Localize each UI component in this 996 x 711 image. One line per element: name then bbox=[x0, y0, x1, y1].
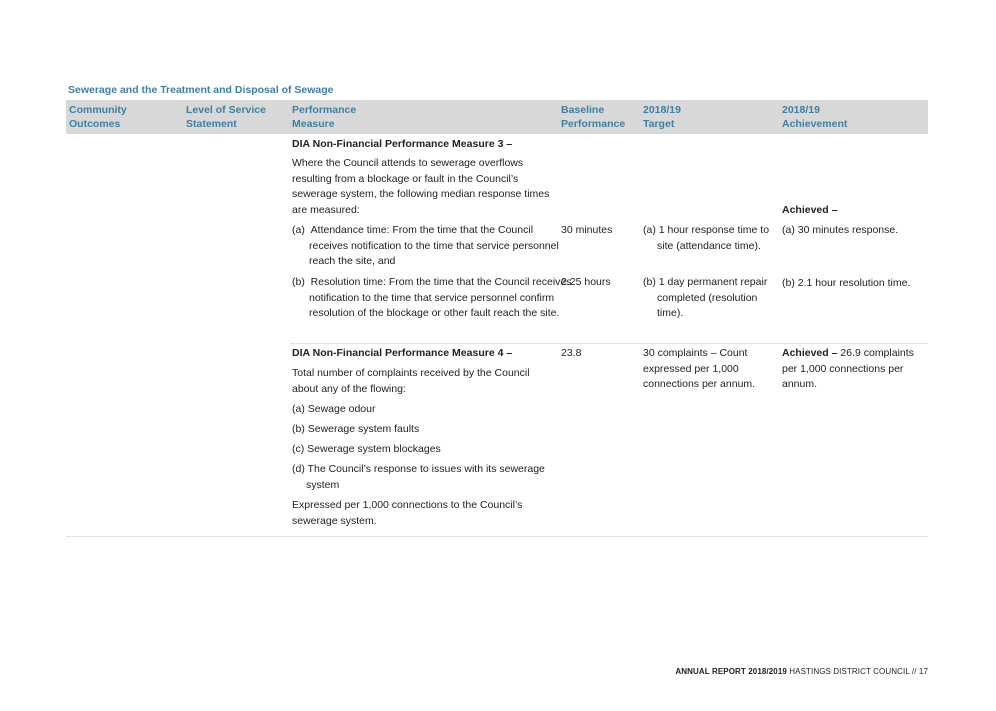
measure4-title: DIA Non-Financial Performance Measure 4 – bbox=[292, 347, 513, 359]
measure4-target: 30 complaints – Count expressed per 1,000 connections per annum. bbox=[643, 347, 756, 390]
header-line: 2018/19 bbox=[643, 104, 681, 116]
footer-separator: // bbox=[911, 667, 917, 676]
page-number: 17 bbox=[918, 667, 928, 676]
measure3-target-a: (a) 1 hour response time to site (attendance time). bbox=[643, 224, 770, 252]
measure4-achievement bbox=[782, 346, 918, 393]
measure3-title: DIA Non-Financial Performance Measure 3 – bbox=[292, 138, 513, 150]
measure3-target-b: (b) 1 day permanent repair completed (resolution time). bbox=[643, 276, 768, 319]
header-line: Level of Service bbox=[186, 104, 266, 116]
measure4-outro: Expressed per 1,000 connections to the Council’s sewerage system. bbox=[292, 499, 523, 527]
measure3-intro: Where the Council attends to sewerage overflows resulting from a blockage or fault in the Council’s sewerage system, the following median response times are measured: bbox=[292, 157, 550, 216]
footer-report: ANNUAL REPORT 2018/2019 bbox=[675, 667, 787, 676]
measure4-item-b: (b) Sewerage system faults bbox=[292, 423, 420, 435]
measure4-item-c: (c) Sewerage system blockages bbox=[292, 443, 441, 455]
header-level-of-service bbox=[186, 103, 266, 131]
header-line: Outcomes bbox=[69, 118, 121, 130]
measure4-baseline: 23.8 bbox=[561, 347, 582, 359]
header-line: Measure bbox=[292, 118, 335, 130]
measure4-item-d: (d) The Council’s response to issues with its sewerage system bbox=[292, 463, 545, 491]
header-target bbox=[643, 103, 681, 131]
header-performance-measure bbox=[292, 103, 356, 131]
achievement-label: Achieved – bbox=[782, 347, 838, 359]
header-line: 2018/19 bbox=[782, 104, 820, 116]
header-line: Performance bbox=[561, 118, 626, 130]
header-line: Baseline bbox=[561, 104, 605, 116]
header-line: Statement bbox=[186, 118, 237, 130]
table-bottom-rule bbox=[66, 536, 928, 537]
measure4-intro: Total number of complaints received by the Council about any of the flowing: bbox=[292, 367, 530, 395]
measure3-baseline-b: 2.25 hours bbox=[561, 276, 611, 288]
header-community-outcomes bbox=[69, 103, 127, 131]
table-header bbox=[66, 100, 928, 134]
measure3-baseline-a: 30 minutes bbox=[561, 224, 613, 236]
header-achievement bbox=[782, 103, 847, 131]
footer-council: HASTINGS DISTRICT COUNCIL bbox=[789, 667, 910, 676]
section-title: Sewerage and the Treatment and Disposal of Sewage bbox=[68, 84, 334, 96]
measure3-achievement-heading: Achieved – bbox=[782, 204, 838, 216]
page-footer bbox=[675, 667, 928, 676]
row-divider bbox=[290, 343, 928, 344]
measure3-item-a: (a) Attendance time: From the time that the Council receives notification to the time that service personnel reach the site, and bbox=[292, 224, 559, 267]
header-line: Performance bbox=[292, 104, 357, 116]
header-line: Community bbox=[69, 104, 127, 116]
measure4-item-a: (a) Sewage odour bbox=[292, 403, 376, 415]
header-line: Target bbox=[643, 118, 675, 130]
measure3-achievement-b: (b) 2.1 hour resolution time. bbox=[782, 277, 911, 289]
achievement-text: 26.9 complaints per 1,000 connections per annum. bbox=[782, 347, 914, 390]
measure3-achievement-a: (a) 30 minutes response. bbox=[782, 224, 899, 236]
measure3-item-b: (b) Resolution time: From the time that the Council receives notification to the time that service personnel confirm resolution of the blockage or other fault reach the site. bbox=[292, 276, 572, 319]
header-line: Achievement bbox=[782, 118, 848, 130]
header-baseline-performance bbox=[561, 103, 625, 131]
